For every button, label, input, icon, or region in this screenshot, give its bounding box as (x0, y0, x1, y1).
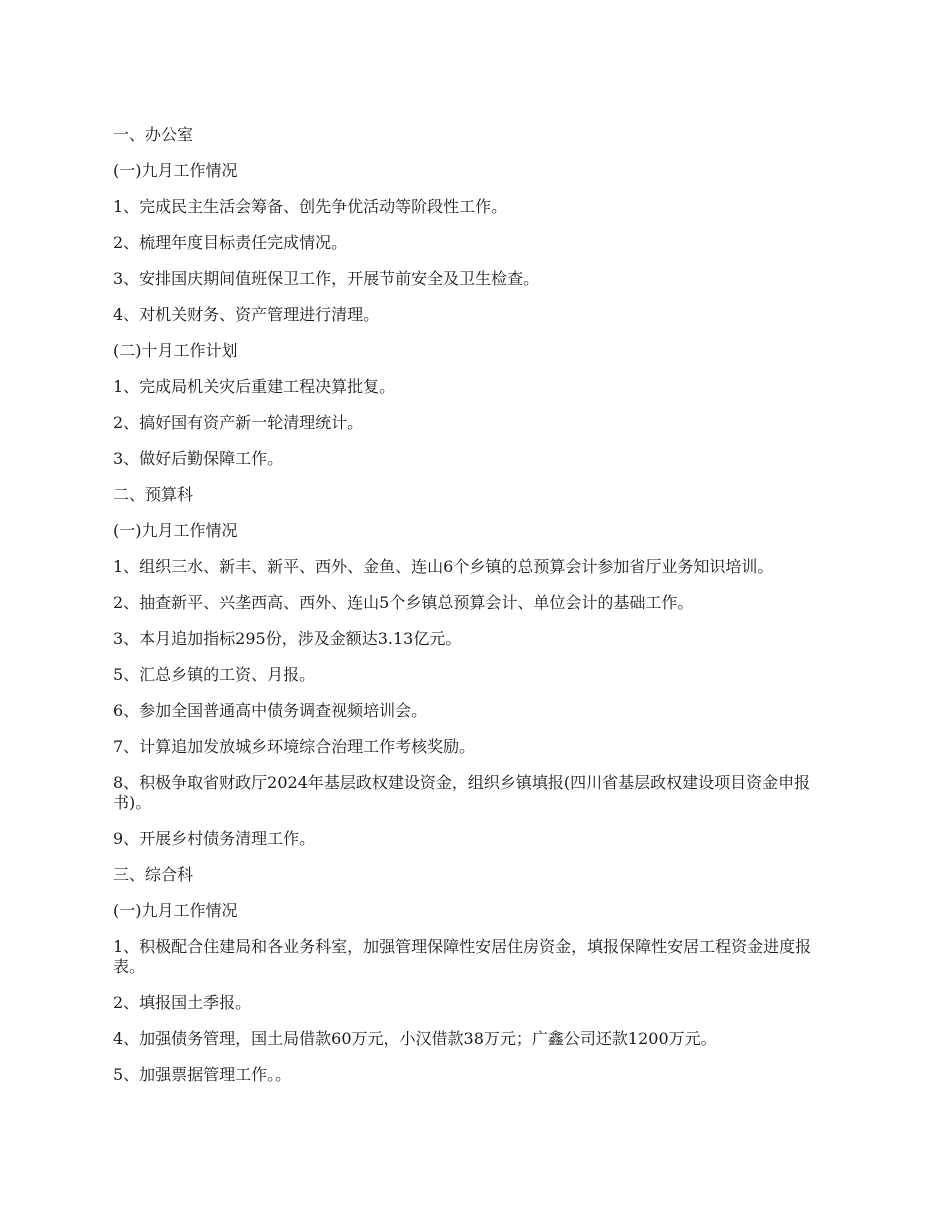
paragraph: 1、积极配合住建局和各业务科室，加强管理保障性安居住房资金，填报保障性安居工程资金进度报表。 (113, 937, 812, 976)
paragraph: 5、加强票据管理工作。。 (113, 1065, 292, 1084)
section-heading-general: 三、综合科 (113, 865, 194, 884)
paragraph: 7、计算追加发放城乡环境综合治理工作考核奖励。 (113, 737, 476, 756)
paragraph: 8、积极争取省财政厅2024年基层政权建设资金，组织乡镇填报(四川省基层政权建设项目资金申报书)。 (113, 773, 811, 812)
subheading-september-status: (一)九月工作情况 (113, 901, 238, 920)
paragraph: 1、组织三水、新丰、新平、西外、金鱼、连山6个乡镇的总预算会计参加省厅业务知识培训。 (113, 557, 774, 576)
subheading-september-status: (一)九月工作情况 (113, 521, 238, 540)
paragraph: 4、加强债务管理，国土局借款60万元，小汉借款38万元；广鑫公司还款1200万元。 (113, 1029, 717, 1048)
document-body (113, 125, 840, 1101)
paragraph: 5、汇总乡镇的工资、月报。 (113, 665, 316, 684)
paragraph: 2、梳理年度目标责任完成情况。 (113, 233, 348, 252)
paragraph: 6、参加全国普通高中债务调查视频培训会。 (113, 701, 428, 720)
section-heading-office: 一、办公室 (113, 125, 194, 144)
paragraph: 2、抽查新平、兴垄西高、西外、连山5个乡镇总预算会计、单位会计的基础工作。 (113, 593, 694, 612)
paragraph: 1、完成局机关灾后重建工程决算批复。 (113, 377, 396, 396)
paragraph: 2、搞好国有资产新一轮清理统计。 (113, 413, 364, 432)
paragraph: 3、安排国庆期间值班保卫工作，开展节前安全及卫生检查。 (113, 269, 540, 288)
paragraph: 3、本月追加指标295份，涉及金额达3.13亿元。 (113, 629, 462, 648)
subheading-september-status: (一)九月工作情况 (113, 161, 238, 180)
subheading-october-plan: (二)十月工作计划 (113, 341, 238, 360)
section-heading-budget: 二、预算科 (113, 485, 194, 504)
paragraph: 2、填报国土季报。 (113, 993, 252, 1012)
paragraph: 4、对机关财务、资产管理进行清理。 (113, 305, 380, 324)
paragraph: 3、做好后勤保障工作。 (113, 449, 284, 468)
paragraph: 1、完成民主生活会筹备、创先争优活动等阶段性工作。 (113, 197, 508, 216)
paragraph: 9、开展乡村债务清理工作。 (113, 829, 316, 848)
